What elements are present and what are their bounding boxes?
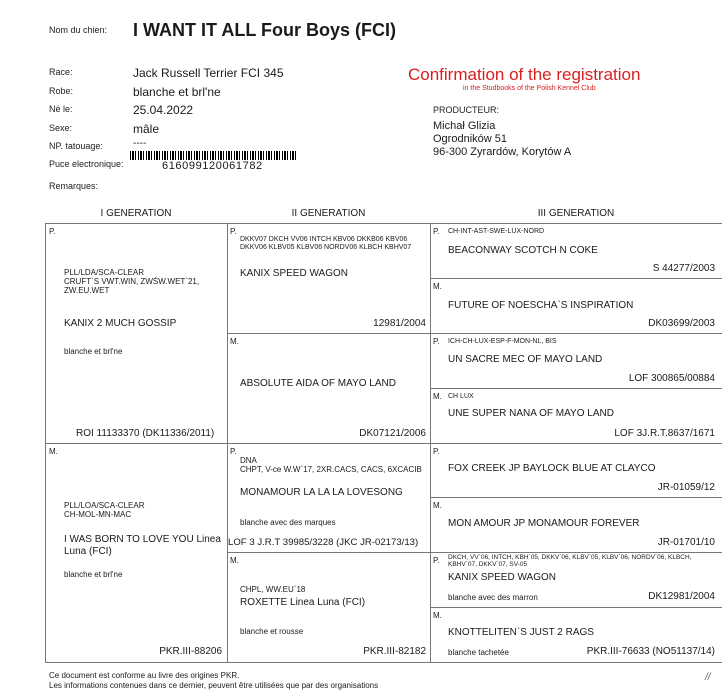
- gen3-3-name: UNE SUPER NANA OF MAYO LAND: [448, 408, 614, 419]
- grid-col-2: [430, 223, 431, 662]
- chip-label: Puce electronique:: [49, 159, 124, 169]
- gen1-dam-name: I WAS BORN TO LOVE YOU Linea Luna (FCI): [64, 534, 221, 557]
- gen2-3-reg: PKR.III-82182: [363, 646, 426, 657]
- gen2-2-color: blanche avec des marques: [240, 518, 336, 527]
- gen1-dam-color: blanche et brl'ne: [64, 570, 123, 579]
- robe-value: blanche et brl'ne: [133, 85, 221, 99]
- robe-label: Robe:: [49, 86, 74, 96]
- gen3-6-color: blanche avec des marron: [448, 593, 538, 602]
- gen1-sire-titles: PLL/LDA/SCA-CLEAR CRUFT`S VWT.WIN, ZWŚW.WET`21, ZW.EU.WET: [64, 268, 200, 295]
- gen1-dam-marker: M.: [49, 447, 58, 456]
- grid-bottom: [45, 662, 722, 663]
- gen2-3-marker: M.: [230, 556, 239, 565]
- gen3-1-name: FUTURE OF NOESCHA`S INSPIRATION: [448, 300, 634, 311]
- gen3-4-reg: JR-01059/12: [657, 482, 715, 493]
- gen1-dam-titles: PLL/LOA/SCA-CLEAR CH-MOL-MN-MAC: [64, 501, 145, 519]
- breeder-name: Michał Glizia: [433, 120, 496, 132]
- gen2-0-marker: P.: [230, 227, 237, 236]
- gen3-0-titles: CH-INT-AST-SWE-LUX-NORD: [448, 228, 545, 235]
- confirmation-title: Confirmation of the registration: [408, 65, 641, 84]
- gen3-0-reg: S 44277/2003: [652, 263, 715, 274]
- grid-gen3-split-3: [430, 497, 722, 498]
- chip-value: 616099120061782: [162, 160, 263, 172]
- gen2-1-marker: M.: [230, 337, 239, 346]
- gen3-7-color: blanche tachetée: [448, 648, 509, 657]
- sex-value: mâle: [133, 122, 160, 136]
- header-gen3: III GENERATION: [537, 208, 615, 219]
- gen3-6-reg: DK12981/2004: [648, 591, 715, 602]
- gen3-1-marker: M.: [433, 282, 442, 291]
- grid-gen3-split-4: [430, 607, 722, 608]
- gen1-dam-reg: PKR.III-88206: [159, 646, 222, 657]
- gen3-7-marker: M.: [433, 611, 442, 620]
- gen3-6-titles: DKCH, VV`06, INTCH, KBH`05, DKKV`06, KLBV`05, KLBV`06, NORDV`06, KLBCH, KBHV`07, DKKV`07, SV-05: [448, 554, 692, 568]
- confirmation-subtitle: in the Studbooks of the Polish Kennel Club: [463, 85, 596, 92]
- gen2-2-titles: DNA CHPT, V-ce W.W`17, 2XR.CACS, CACS, 6XCACIB: [240, 456, 422, 474]
- gen3-6-marker: P.: [433, 556, 440, 565]
- born-label: Né le:: [49, 104, 73, 114]
- gen3-0-marker: P.: [433, 227, 440, 236]
- breeder-label: PRODUCTEUR:: [433, 105, 500, 115]
- header-gen2: II GENERATION: [291, 208, 366, 219]
- gen3-5-marker: M.: [433, 501, 442, 510]
- breeder-city: 96-300 Zyrardów, Korytów A: [433, 146, 572, 158]
- grid-left: [45, 223, 46, 662]
- gen2-3-name: ROXETTE Linea Luna (FCI): [240, 597, 366, 608]
- race-value: Jack Russell Terrier FCI 345: [133, 66, 284, 80]
- sex-label: Sexe:: [49, 123, 73, 133]
- gen2-3-color: blanche et rousse: [240, 627, 304, 636]
- gen2-0-titles: DKKV07 DKCH VV06 INTCH KBV06 DKKB06 KBV06 DKKV06 KLBV05 KLBV06 NORDV06 KLBCH KBHV07: [240, 236, 412, 251]
- signature-mark: //: [705, 672, 711, 683]
- barcode: [130, 151, 296, 160]
- tattoo-value: ----: [133, 138, 147, 149]
- gen3-5-reg: JR-01701/10: [657, 537, 715, 548]
- gen2-3-titles: CHPL, WW.EU`18: [240, 585, 306, 594]
- breeder-street: Ogrodników 51: [433, 133, 507, 145]
- gen1-sire-marker: P.: [49, 227, 56, 236]
- gen1-sire-name: KANIX 2 MUCH GOSSIP: [64, 318, 177, 329]
- gen3-5-name: MON AMOUR JP MONAMOUR FOREVER: [448, 518, 640, 529]
- gen3-2-name: UN SACRE MEC OF MAYO LAND: [448, 354, 603, 365]
- grid-gen3-split-1: [430, 278, 722, 279]
- grid-gen3-split-2: [430, 388, 722, 389]
- gen3-4-name: FOX CREEK JP BAYLOCK BLUE AT CLAYCO: [448, 463, 656, 474]
- gen3-3-titles: CH LUX: [448, 393, 474, 400]
- gen3-0-name: BEACONWAY SCOTCH N COKE: [448, 245, 598, 256]
- gen2-2-name: MONAMOUR LA LA LA LOVESONG: [240, 487, 403, 498]
- tattoo-label: NP. tatouage:: [49, 141, 103, 151]
- header-gen1: I GENERATION: [100, 208, 172, 219]
- gen3-2-marker: P.: [433, 337, 440, 346]
- footer-line-2: Les informations contenues dans ce dernier, peuvent être utilisées que par des organisations: [49, 681, 379, 690]
- gen3-4-marker: P.: [433, 447, 440, 456]
- gen3-2-titles: ICH-CH-LUX-ESP-F-MON-NL, BIS: [448, 338, 557, 345]
- dog-name-label: Nom du chien:: [49, 25, 108, 35]
- race-label: Race:: [49, 67, 73, 77]
- gen3-7-name: KNOTTELITEN`S JUST 2 RAGS: [448, 627, 594, 638]
- grid-col-1: [227, 223, 228, 662]
- gen3-1-reg: DK03699/2003: [648, 318, 715, 329]
- grid-gen2-split-1: [227, 333, 722, 334]
- grid-top: [45, 223, 722, 224]
- footer-line-1: Ce document est conforme au livre des origines PKR.: [49, 671, 240, 680]
- gen3-2-reg: LOF 300865/00884: [628, 373, 715, 384]
- gen1-sire-reg: ROI 11133370 (DK11336/2011): [76, 428, 215, 439]
- gen2-1-reg: DK07121/2006: [359, 428, 426, 439]
- remarks-label: Remarques:: [49, 181, 99, 191]
- grid-gen2-split-2: [227, 552, 722, 553]
- gen2-2-reg: LOF 3 J.R.T 39985/3228 (JKC JR-02173/13): [228, 537, 419, 548]
- gen2-0-name: KANIX SPEED WAGON: [240, 268, 348, 279]
- gen3-7-reg: PKR.III-76633 (NO51137/14): [586, 646, 715, 657]
- gen3-6-name: KANIX SPEED WAGON: [448, 572, 556, 583]
- gen2-0-reg: 12981/2004: [373, 318, 426, 329]
- gen2-2-marker: P.: [230, 447, 237, 456]
- gen3-3-marker: M.: [433, 392, 442, 401]
- dog-name: I WANT IT ALL Four Boys (FCI): [133, 20, 396, 40]
- born-value: 25.04.2022: [133, 103, 194, 117]
- gen3-3-reg: LOF 3J.R.T.8637/1671: [614, 428, 715, 439]
- gen1-sire-color: blanche et brl'ne: [64, 347, 123, 356]
- gen2-1-name: ABSOLUTE AIDA OF MAYO LAND: [240, 378, 396, 389]
- grid-middle: [45, 443, 722, 444]
